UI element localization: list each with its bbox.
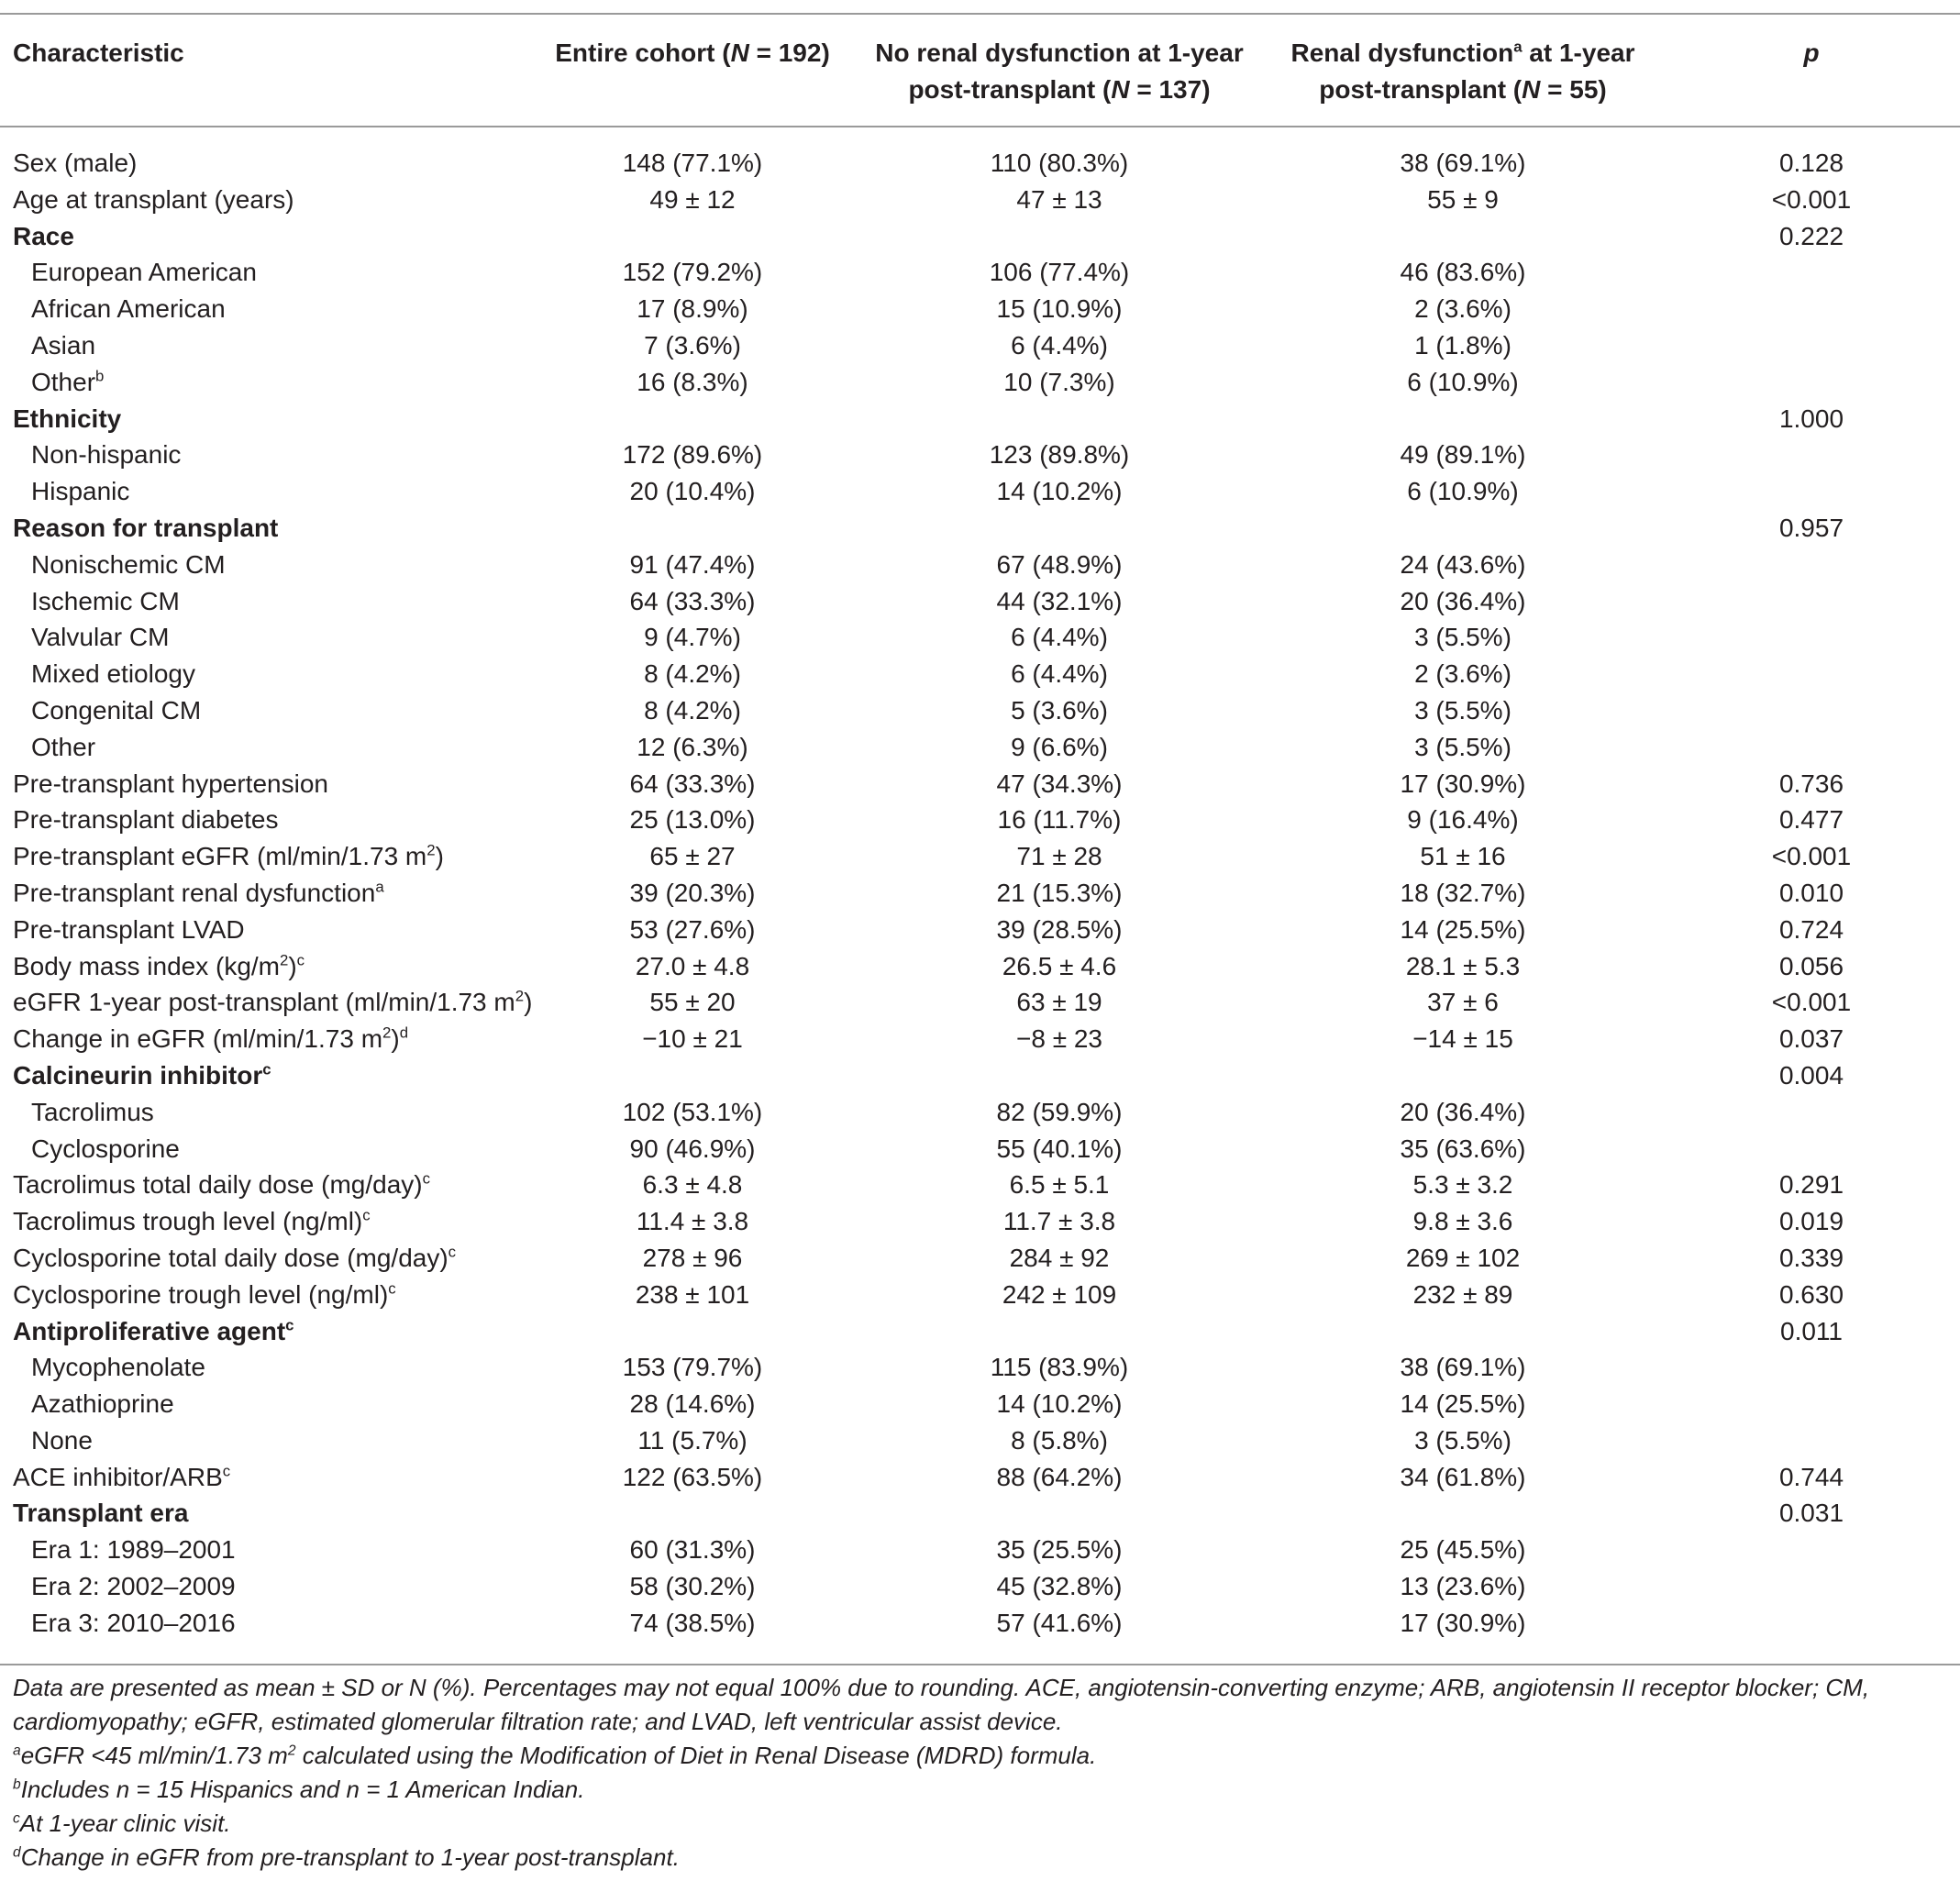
cell-entire-cohort: 64 (33.3%) bbox=[629, 586, 756, 615]
cell-renal-dysfunction: 3 (5.5%) bbox=[1414, 732, 1512, 761]
row-label: Age at transplant (years) bbox=[13, 184, 294, 214]
cell-entire-cohort: 9 (4.7%) bbox=[644, 623, 741, 652]
row-label: Non-hispanic bbox=[31, 440, 182, 470]
cell-no-renal-dysfunction: 5 (3.6%) bbox=[1011, 695, 1108, 725]
cell-renal-dysfunction: 35 (63.6%) bbox=[1400, 1134, 1526, 1163]
cell-no-renal-dysfunction: 21 (15.3%) bbox=[996, 878, 1123, 907]
cell-no-renal-dysfunction: −8 ± 23 bbox=[1016, 1024, 1102, 1054]
row-label: Ischemic CM bbox=[31, 586, 180, 615]
row-label: Valvular CM bbox=[31, 623, 170, 652]
cell-p-value: 0.957 bbox=[1778, 513, 1844, 542]
cell-no-renal-dysfunction: 35 (25.5%) bbox=[996, 1535, 1123, 1565]
cell-renal-dysfunction: 49 (89.1%) bbox=[1400, 440, 1526, 470]
cell-entire-cohort: 25 (13.0%) bbox=[629, 805, 756, 835]
cell-no-renal-dysfunction: 88 (64.2%) bbox=[996, 1462, 1123, 1491]
cell-p-value: 0.128 bbox=[1778, 149, 1844, 177]
cell-entire-cohort: 17 (8.9%) bbox=[637, 294, 748, 324]
row-label: None bbox=[31, 1425, 93, 1455]
cell-entire-cohort: 172 (89.6%) bbox=[622, 440, 763, 470]
table-row bbox=[0, 1131, 1960, 1167]
cell-entire-cohort: 8 (4.2%) bbox=[644, 695, 741, 725]
cell-renal-dysfunction: 269 ± 102 bbox=[1405, 1243, 1521, 1272]
row-label: Mycophenolate bbox=[31, 1353, 205, 1382]
cell-no-renal-dysfunction: 63 ± 19 bbox=[1016, 988, 1102, 1017]
table-group-row bbox=[0, 218, 1960, 255]
row-label: Pre-transplant eGFR (ml/min/1.73 $m^2$) bbox=[13, 841, 444, 871]
cell-renal-dysfunction: 13 (23.6%) bbox=[1400, 1572, 1526, 1601]
row-label: Era 2: 2002–2009 bbox=[31, 1572, 236, 1601]
cell-entire-cohort: 12 (6.3%) bbox=[637, 732, 748, 761]
row-label: Other$^b$ bbox=[31, 367, 105, 396]
table-body bbox=[0, 145, 1960, 1642]
cell-entire-cohort: 153 (79.7%) bbox=[622, 1353, 763, 1382]
cell-entire-cohort: 8 (4.2%) bbox=[644, 659, 741, 689]
cell-no-renal-dysfunction: 44 (32.1%) bbox=[996, 586, 1123, 615]
table-row bbox=[0, 1240, 1960, 1277]
cell-no-renal-dysfunction: 123 (89.8%) bbox=[989, 440, 1130, 470]
top-rule bbox=[0, 13, 1960, 15]
cell-entire-cohort: 6.3 ± 4.8 bbox=[642, 1170, 743, 1200]
row-label: Asian bbox=[31, 330, 96, 360]
table-group-row bbox=[0, 1313, 1960, 1350]
cell-no-renal-dysfunction: 106 (77.4%) bbox=[989, 258, 1130, 287]
cell-renal-dysfunction: 5.3 ± 3.2 bbox=[1412, 1170, 1513, 1200]
table-row bbox=[0, 254, 1960, 291]
row-label: Change in eGFR (ml/min/1.73 $m^2)^d$ bbox=[13, 1023, 409, 1054]
cell-renal-dysfunction: 20 (36.4%) bbox=[1400, 1097, 1526, 1126]
cell-p-value: 0.010 bbox=[1778, 878, 1844, 907]
cell-renal-dysfunction: 14 (25.5%) bbox=[1400, 914, 1526, 944]
row-label: Pre-transplant diabetes bbox=[13, 805, 279, 835]
header-renal-dysfunction: Renal dysfunction$^a$ at 1-year post-transplant (N = 55) bbox=[1290, 38, 1635, 104]
cell-entire-cohort: 11 (5.7%) bbox=[637, 1425, 747, 1455]
table-row bbox=[0, 984, 1960, 1021]
row-label: Hispanic bbox=[31, 477, 130, 506]
row-label: Pre-transplant LVAD bbox=[13, 914, 245, 944]
row-label: Cyclosporine bbox=[31, 1134, 180, 1163]
cell-renal-dysfunction: 3 (5.5%) bbox=[1414, 1425, 1512, 1455]
row-label: Pre-transplant renal dysfunction$^a$ bbox=[13, 878, 384, 907]
cell-no-renal-dysfunction: 71 ± 28 bbox=[1016, 842, 1102, 871]
header-no-renal-dysfunction: No renal dysfunction at 1-year post-transplant (N = 137) bbox=[875, 39, 1244, 104]
cell-no-renal-dysfunction: 57 (41.6%) bbox=[996, 1608, 1123, 1637]
table-row bbox=[0, 838, 1960, 875]
footnote-d: $^d$Change in eGFR from pre-transplant to 1-year post-transplant. bbox=[13, 1843, 680, 1871]
cell-no-renal-dysfunction: 110 (80.3%) bbox=[990, 149, 1129, 177]
cell-no-renal-dysfunction: 242 ± 109 bbox=[1002, 1279, 1117, 1309]
table-row bbox=[0, 1167, 1960, 1203]
cell-no-renal-dysfunction: 6 (4.4%) bbox=[1011, 330, 1108, 360]
cell-entire-cohort: 16 (8.3%) bbox=[637, 367, 748, 396]
table-row bbox=[0, 1459, 1960, 1496]
cell-renal-dysfunction: −14 ± 15 bbox=[1412, 1024, 1513, 1054]
table-row bbox=[0, 364, 1960, 401]
cell-renal-dysfunction: 17 (30.9%) bbox=[1400, 1608, 1526, 1637]
cell-entire-cohort: 58 (30.2%) bbox=[629, 1572, 756, 1601]
cell-renal-dysfunction: 25 (45.5%) bbox=[1400, 1535, 1526, 1565]
cell-renal-dysfunction: 38 (69.1%) bbox=[1400, 149, 1526, 177]
cell-no-renal-dysfunction: 15 (10.9%) bbox=[996, 294, 1123, 324]
row-label: Mixed etiology bbox=[31, 659, 195, 689]
cell-no-renal-dysfunction: 14 (10.2%) bbox=[996, 477, 1123, 506]
cell-renal-dysfunction: 14 (25.5%) bbox=[1400, 1389, 1526, 1419]
row-label: Race bbox=[13, 221, 74, 250]
table-row bbox=[0, 1203, 1960, 1240]
table-row bbox=[0, 1021, 1960, 1057]
cell-no-renal-dysfunction: 284 ± 92 bbox=[1009, 1243, 1110, 1272]
cell-renal-dysfunction: 20 (36.4%) bbox=[1400, 586, 1526, 615]
table-row bbox=[0, 1605, 1960, 1642]
cell-entire-cohort: −10 ± 21 bbox=[642, 1024, 743, 1054]
row-label: African American bbox=[31, 294, 226, 324]
cell-renal-dysfunction: 46 (83.6%) bbox=[1400, 258, 1526, 287]
cell-p-value: 0.724 bbox=[1778, 914, 1844, 944]
header-rule bbox=[0, 126, 1960, 127]
table-group-row bbox=[0, 1495, 1960, 1532]
cell-p-value: <0.001 bbox=[1771, 842, 1852, 871]
cell-entire-cohort: 152 (79.2%) bbox=[622, 258, 763, 287]
row-label: Pre-transplant hypertension bbox=[13, 769, 328, 798]
cell-no-renal-dysfunction: 47 (34.3%) bbox=[996, 769, 1123, 798]
table-row bbox=[0, 948, 1960, 985]
cell-renal-dysfunction: 6 (10.9%) bbox=[1407, 367, 1519, 396]
row-label: Cyclosporine trough level $(ng/ml)^c$ bbox=[13, 1279, 396, 1309]
cell-p-value: 0.291 bbox=[1778, 1170, 1844, 1200]
cell-no-renal-dysfunction: 55 (40.1%) bbox=[996, 1134, 1123, 1163]
cell-p-value: 0.222 bbox=[1778, 221, 1844, 250]
cell-renal-dysfunction: 6 (10.9%) bbox=[1407, 477, 1519, 506]
cell-entire-cohort: 7 (3.6%) bbox=[644, 330, 741, 360]
cell-entire-cohort: 64 (33.3%) bbox=[629, 769, 756, 798]
footnote-c: $^c$At 1-year clinic visit. bbox=[13, 1809, 231, 1837]
cell-renal-dysfunction: 37 ± 6 bbox=[1427, 988, 1499, 1017]
footnote-a: $^a$eGFR <45 ml/min/1.73 $m^2$ calculated using the Modification of Diet in Renal Disease (MDRD) formula. bbox=[13, 1742, 1097, 1769]
cell-entire-cohort: 49 ± 12 bbox=[649, 184, 736, 214]
row-label: Azathioprine bbox=[31, 1389, 174, 1419]
cell-renal-dysfunction: 9 (16.4%) bbox=[1407, 805, 1519, 835]
row-label: Nonischemic CM bbox=[31, 549, 226, 579]
cell-no-renal-dysfunction: 16 (11.7%) bbox=[997, 805, 1122, 835]
cell-no-renal-dysfunction: 47 ± 13 bbox=[1016, 184, 1102, 214]
cell-renal-dysfunction: 1 (1.8%) bbox=[1414, 330, 1512, 360]
table-row bbox=[0, 656, 1960, 692]
cell-p-value: 0.037 bbox=[1778, 1024, 1844, 1054]
row-label: Tacrolimus bbox=[31, 1097, 154, 1126]
table-row bbox=[0, 473, 1960, 510]
cell-renal-dysfunction: 3 (5.5%) bbox=[1414, 695, 1512, 725]
cell-no-renal-dysfunction: 9 (6.6%) bbox=[1011, 732, 1108, 761]
table-row bbox=[0, 1386, 1960, 1422]
cell-entire-cohort: 122 (63.5%) bbox=[622, 1462, 763, 1491]
table-row bbox=[0, 692, 1960, 729]
cell-renal-dysfunction: 2 (3.6%) bbox=[1414, 659, 1512, 689]
cell-entire-cohort: 39 (20.3%) bbox=[629, 878, 756, 907]
cell-entire-cohort: 278 ± 96 bbox=[642, 1243, 743, 1272]
cell-entire-cohort: 148 (77.1%) bbox=[622, 149, 763, 177]
cell-entire-cohort: 60 (31.3%) bbox=[629, 1535, 756, 1565]
table-row bbox=[0, 1349, 1960, 1386]
row-label: Reason for transplant bbox=[13, 513, 279, 542]
cell-p-value: 0.736 bbox=[1778, 769, 1844, 798]
footnote-b: $^b$Includes n = 15 Hispanics and n = 1 American Indian. bbox=[13, 1776, 585, 1803]
cell-no-renal-dysfunction: 67 (48.9%) bbox=[996, 549, 1123, 579]
cell-entire-cohort: 238 ± 101 bbox=[635, 1279, 750, 1309]
row-label: Body mass index $(kg/m^2)^c$ bbox=[13, 951, 305, 980]
cell-renal-dysfunction: 2 (3.6%) bbox=[1414, 294, 1512, 324]
table-group-row bbox=[0, 1057, 1960, 1094]
cell-no-renal-dysfunction: 14 (10.2%) bbox=[996, 1389, 1123, 1419]
cell-entire-cohort: 53 (27.6%) bbox=[629, 914, 756, 944]
table-group-row bbox=[0, 401, 1960, 437]
table-row bbox=[0, 583, 1960, 620]
table-row bbox=[0, 1568, 1960, 1605]
cell-p-value: 0.744 bbox=[1778, 1462, 1844, 1491]
table-row bbox=[0, 1094, 1960, 1131]
table-group-row bbox=[0, 510, 1960, 547]
table-row bbox=[0, 327, 1960, 364]
cell-p-value: 0.011 bbox=[1780, 1316, 1843, 1345]
cell-p-value: <0.001 bbox=[1771, 184, 1852, 214]
cell-no-renal-dysfunction: 8 (5.8%) bbox=[1011, 1425, 1108, 1455]
table-footnotes bbox=[13, 1671, 1943, 1875]
cell-renal-dysfunction: 51 ± 16 bbox=[1420, 842, 1506, 871]
cell-entire-cohort: 102 (53.1%) bbox=[622, 1097, 763, 1126]
table-row bbox=[0, 437, 1960, 473]
row-label: European American bbox=[31, 258, 257, 287]
cell-no-renal-dysfunction: 10 (7.3%) bbox=[1003, 367, 1115, 396]
cell-no-renal-dysfunction: 6 (4.4%) bbox=[1011, 659, 1108, 689]
cell-p-value: 0.630 bbox=[1778, 1279, 1844, 1309]
table-row bbox=[0, 766, 1960, 802]
row-label: Era 1: 1989–2001 bbox=[31, 1535, 236, 1565]
table-row bbox=[0, 1277, 1960, 1313]
cell-renal-dysfunction: 17 (30.9%) bbox=[1400, 769, 1526, 798]
cell-renal-dysfunction: 3 (5.5%) bbox=[1414, 623, 1512, 652]
cell-entire-cohort: 90 (46.9%) bbox=[629, 1134, 756, 1163]
table-row bbox=[0, 182, 1960, 218]
row-label: Transplant era bbox=[13, 1499, 189, 1528]
table-row bbox=[0, 1532, 1960, 1568]
table-row bbox=[0, 875, 1960, 912]
cell-p-value: 0.019 bbox=[1778, 1207, 1844, 1236]
cell-renal-dysfunction: 18 (32.7%) bbox=[1400, 878, 1526, 907]
table-row bbox=[0, 619, 1960, 656]
cell-no-renal-dysfunction: 11.7 ± 3.8 bbox=[1002, 1207, 1116, 1236]
cell-no-renal-dysfunction: 39 (28.5%) bbox=[996, 914, 1123, 944]
cell-no-renal-dysfunction: 6 (4.4%) bbox=[1011, 623, 1108, 652]
header-entire-cohort: Entire cohort (N = 192) bbox=[555, 39, 830, 67]
row-label: Tacrolimus total daily dose $(mg/day)^c$ bbox=[13, 1169, 431, 1200]
table-row bbox=[0, 547, 1960, 583]
cell-p-value: 0.004 bbox=[1778, 1060, 1844, 1090]
row-label: Congenital CM bbox=[31, 695, 202, 725]
cell-no-renal-dysfunction: 82 (59.9%) bbox=[996, 1097, 1123, 1126]
cell-entire-cohort: 11.4 ± 3.8 bbox=[636, 1207, 749, 1236]
cell-p-value: 0.477 bbox=[1778, 805, 1844, 835]
cell-p-value: 1.000 bbox=[1778, 404, 1844, 433]
row-label: Other bbox=[31, 732, 96, 761]
row-label: Calcineurin inhibitor$^c$ bbox=[13, 1060, 271, 1090]
cell-entire-cohort: 91 (47.4%) bbox=[629, 549, 756, 579]
table-row bbox=[0, 802, 1960, 838]
table-row bbox=[0, 145, 1960, 182]
row-label: Tacrolimus trough level $(ng/ml)^c$ bbox=[13, 1206, 371, 1236]
table-row bbox=[0, 291, 1960, 327]
cell-p-value: 0.056 bbox=[1778, 951, 1844, 980]
cell-p-value: 0.031 bbox=[1778, 1499, 1844, 1528]
cell-entire-cohort: 28 (14.6%) bbox=[629, 1389, 756, 1419]
cell-renal-dysfunction: 24 (43.6%) bbox=[1400, 549, 1526, 579]
footnote-general: Data are presented as mean ± SD or N (%). Percentages may not equal 100% due to rounding. ACE, angiotensin-converting enzyme; ARB, angiotensin II receptor blocker; CM, cardiomyopathy; eGFR, estimated glomerular filtration rate; and LVAD, left ventricular assist device. bbox=[13, 1674, 1870, 1735]
cell-renal-dysfunction: 9.8 ± 3.6 bbox=[1412, 1207, 1513, 1236]
cell-no-renal-dysfunction: 6.5 ± 5.1 bbox=[1009, 1170, 1110, 1200]
row-label: ACE inhibitor/ARB$^c$ bbox=[13, 1462, 231, 1491]
row-label: Sex (male) bbox=[13, 149, 138, 177]
cell-entire-cohort: 65 ± 27 bbox=[649, 842, 736, 871]
header-p-value: p bbox=[1803, 39, 1820, 67]
row-label: Antiproliferative agent$^c$ bbox=[13, 1316, 294, 1345]
row-label: Era 3: 2010–2016 bbox=[31, 1608, 236, 1637]
table-row bbox=[0, 1422, 1960, 1459]
cell-renal-dysfunction: 55 ± 9 bbox=[1427, 184, 1499, 214]
cell-renal-dysfunction: 34 (61.8%) bbox=[1400, 1462, 1526, 1491]
row-label: Ethnicity bbox=[13, 404, 122, 433]
cell-renal-dysfunction: 232 ± 89 bbox=[1412, 1279, 1513, 1309]
bottom-rule bbox=[0, 1664, 1960, 1665]
cell-no-renal-dysfunction: 115 (83.9%) bbox=[990, 1353, 1129, 1382]
cell-no-renal-dysfunction: 45 (32.8%) bbox=[996, 1572, 1123, 1601]
cell-p-value: <0.001 bbox=[1771, 988, 1852, 1017]
header-characteristic: Characteristic bbox=[13, 39, 184, 67]
table-row bbox=[0, 912, 1960, 948]
cell-entire-cohort: 55 ± 20 bbox=[649, 988, 736, 1017]
row-label: eGFR 1-year post-transplant (ml/min/1.73 $m^2$) bbox=[13, 988, 533, 1017]
cell-entire-cohort: 74 (38.5%) bbox=[629, 1608, 756, 1637]
table-row bbox=[0, 729, 1960, 766]
row-label: Cyclosporine total daily dose $(mg/day)^c$ bbox=[13, 1243, 457, 1272]
cell-entire-cohort: 20 (10.4%) bbox=[629, 477, 756, 506]
cell-p-value: 0.339 bbox=[1778, 1243, 1844, 1272]
cell-no-renal-dysfunction: 26.5 ± 4.6 bbox=[1002, 951, 1117, 980]
cell-renal-dysfunction: 28.1 ± 5.3 bbox=[1405, 951, 1521, 980]
cell-renal-dysfunction: 38 (69.1%) bbox=[1400, 1353, 1526, 1382]
cell-entire-cohort: 27.0 ± 4.8 bbox=[635, 951, 750, 980]
